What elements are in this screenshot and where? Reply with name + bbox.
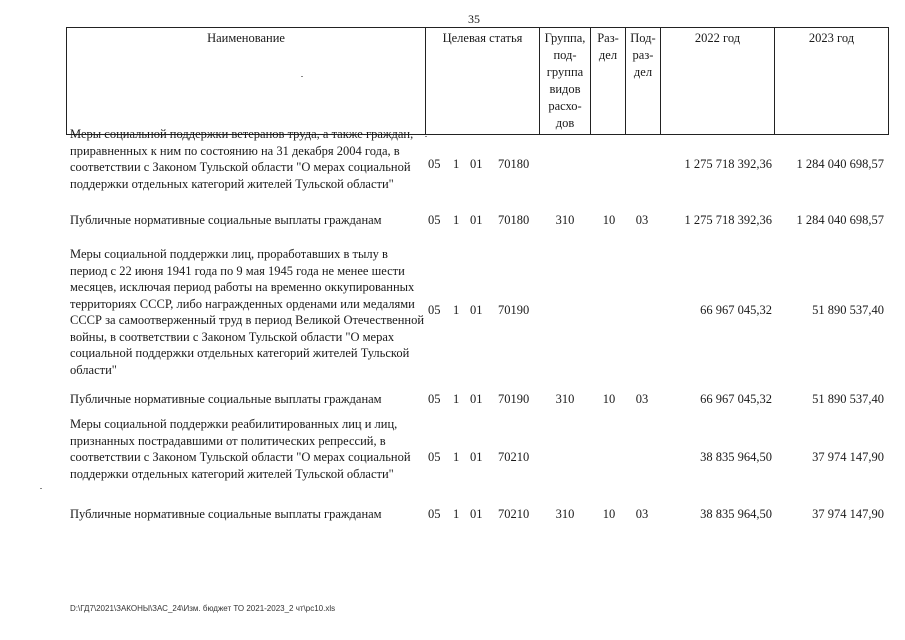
row-amount-2022: 66 967 045,32 — [700, 392, 772, 406]
code-subprogram: 1 — [453, 392, 460, 406]
header-year-2022: 2022 год — [661, 28, 775, 135]
code-event: 01 — [470, 303, 483, 317]
row-section: 10 — [602, 507, 616, 521]
code-program: 05 — [428, 507, 441, 521]
row-name: Публичные нормативные социальные выплаты гражданам — [70, 392, 382, 406]
row-name: Публичные нормативные социальные выплаты гражданам — [70, 507, 382, 521]
code-subprogram: 1 — [453, 450, 460, 464]
header-section: Раз- дел — [591, 28, 626, 135]
code-program: 05 — [428, 157, 441, 171]
code-program: 05 — [428, 450, 441, 464]
row-amount-2022: 1 275 718 392,36 — [684, 213, 772, 227]
row-amount-2023: 1 284 040 698,57 — [796, 157, 884, 171]
row-amount-2022: 38 835 964,50 — [700, 507, 772, 521]
code-direction: 70190 — [498, 303, 530, 317]
row-group: 310 — [555, 392, 575, 406]
code-direction: 70210 — [498, 507, 530, 521]
row-name: Меры социальной поддержки лиц, проработавших в тылу в период с 22 июня 1941 года по 9 мая 1945 года не менее шести месяцев, исключая период работы на временно оккупированных территориях СССР, либо награжденных орденами или медалями СССР за самоотверженный труд в период Великой Отечественной войны, в соответствии с Законом Тульской области "О мерах социальной поддержки отдельных категорий жителей Тульской области" — [70, 247, 425, 377]
row-amount-2023: 37 974 147,90 — [812, 450, 884, 464]
page-number: 35 — [468, 12, 480, 26]
row-group: 310 — [555, 507, 575, 521]
row-amount-2022: 66 967 045,32 — [700, 303, 772, 317]
scan-speck — [40, 488, 42, 489]
code-subprogram: 1 — [453, 303, 460, 317]
row-amount-2022: 1 275 718 392,36 — [684, 157, 772, 171]
row-name: Публичные нормативные социальные выплаты гражданам — [70, 213, 382, 227]
row-section: 10 — [602, 213, 616, 227]
header-group: Группа, под- группа видов расхо- дов — [540, 28, 591, 135]
table-header — [66, 27, 889, 135]
code-event: 01 — [470, 450, 483, 464]
code-subprogram: 1 — [453, 507, 460, 521]
code-event: 01 — [470, 213, 483, 227]
code-event: 01 — [470, 507, 483, 521]
header-target-article: Целевая статья — [426, 28, 540, 135]
row-amount-2023: 37 974 147,90 — [812, 507, 884, 521]
row-subsection: 03 — [635, 507, 649, 521]
row-amount-2023: 1 284 040 698,57 — [796, 213, 884, 227]
code-subprogram: 1 — [453, 213, 460, 227]
row-group: 310 — [555, 213, 575, 227]
row-amount-2023: 51 890 537,40 — [812, 303, 884, 317]
row-amount-2023: 51 890 537,40 — [812, 392, 884, 406]
header-subsection: Под- раз- дел — [626, 28, 661, 135]
code-event: 01 — [470, 392, 483, 406]
row-name: Меры социальной поддержки реабилитированных лиц и лиц, признанных пострадавшими от политических репрессий, в соответствии с Законом Тульской области "О мерах социальной поддержки отдельных категорий жителей Тульской области" — [70, 417, 411, 481]
file-path-footer: D:\ГД7\2021\ЗАКОНЫ\ЗАС_24\Изм. бюджет ТО 2021-2023_2 чт\рс10.xls — [70, 604, 336, 613]
code-direction: 70210 — [498, 450, 530, 464]
row-subsection: 03 — [635, 213, 649, 227]
code-direction: 70180 — [498, 157, 530, 171]
row-name: Меры социальной поддержки ветеранов труда, а также граждан, приравненных к ним по состоянию на 31 декабря 2004 года, в соответствии с Законом Тульской области "О мерах социальной поддержки отдельных категорий жителей Тульской области" — [70, 127, 414, 191]
scan-speck — [425, 136, 427, 137]
row-subsection: 03 — [635, 392, 649, 406]
header-year-2023: 2023 год — [775, 28, 889, 135]
header-name: Наименование — [67, 28, 426, 135]
row-section: 10 — [602, 392, 616, 406]
code-program: 05 — [428, 392, 441, 406]
row-amount-2022: 38 835 964,50 — [700, 450, 772, 464]
code-program: 05 — [428, 213, 441, 227]
code-program: 05 — [428, 303, 441, 317]
code-event: 01 — [470, 157, 483, 171]
code-subprogram: 1 — [453, 157, 460, 171]
scan-speck — [301, 76, 303, 77]
code-direction: 70190 — [498, 392, 530, 406]
code-direction: 70180 — [498, 213, 530, 227]
